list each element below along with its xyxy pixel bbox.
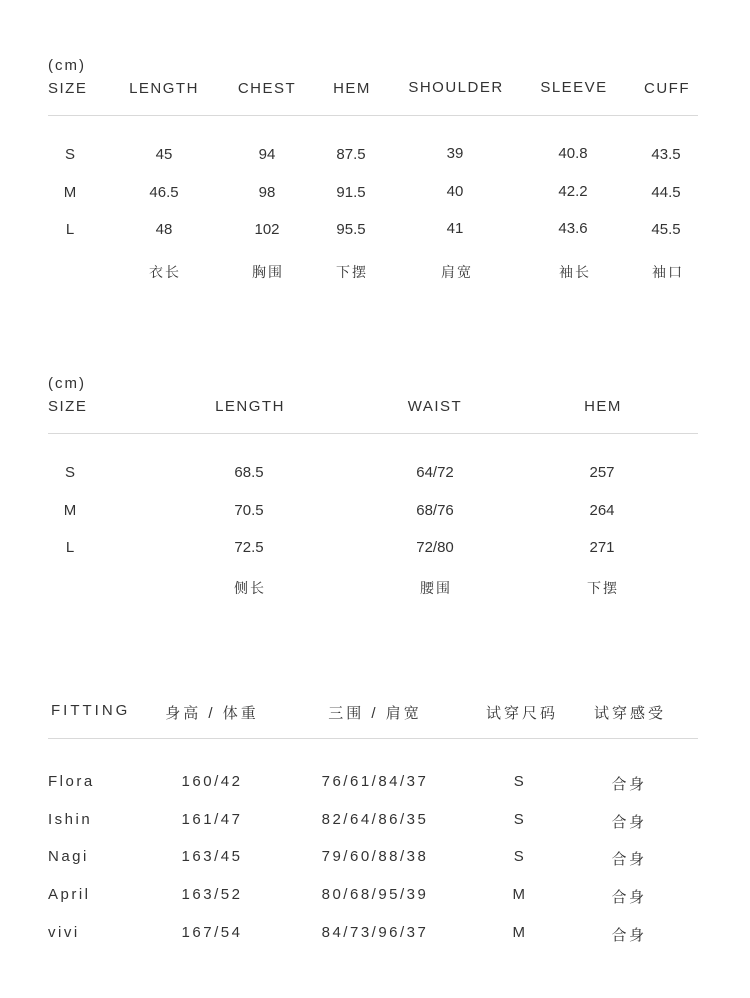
fitting-row-2-size: S <box>513 811 527 828</box>
bottom-row-s-waist: 64/72 <box>416 464 454 481</box>
fitting-header-name: FITTING <box>51 702 131 719</box>
top-row-m-cuff: 44.5 <box>651 184 681 201</box>
fitting-row-4-measurements: 80/68/95/39 <box>321 886 429 903</box>
fitting-row-2-measurements: 82/64/86/35 <box>321 811 429 828</box>
top-row-l-length: 48 <box>155 221 173 238</box>
bottom-row-l-size: L <box>65 539 75 556</box>
fitting-row-3-height-weight: 163/45 <box>181 848 243 865</box>
fitting-row-4-size: M <box>512 886 528 903</box>
fitting-row-5-name: vivi <box>48 924 80 941</box>
bottom-row-s-length: 68.5 <box>234 464 264 481</box>
bottom-unit-label: (cm) <box>48 375 86 392</box>
top-cn-label-cuff: 袖口 <box>652 264 684 280</box>
bottom-row-m-size: M <box>63 502 77 519</box>
fitting-row-1-height-weight: 160/42 <box>181 773 243 790</box>
bottom-row-l-hem: 271 <box>589 539 615 556</box>
fitting-divider <box>48 738 698 739</box>
top-cn-label-shoulder: 肩宽 <box>441 264 473 280</box>
fitting-row-2-feel: 合身 <box>611 814 647 831</box>
top-row-m-size: M <box>63 184 77 201</box>
top-header-sleeve: SLEEVE <box>540 79 608 96</box>
fitting-header-measurements: 三围 / 肩宽 <box>328 705 422 722</box>
fitting-row-1-measurements: 76/61/84/37 <box>321 773 429 790</box>
top-row-m-sleeve: 42.2 <box>558 183 588 200</box>
fitting-row-3-name: Nagi <box>48 848 89 865</box>
fitting-row-2-height-weight: 161/47 <box>181 811 243 828</box>
fitting-row-2-name: Ishin <box>48 811 93 828</box>
bottom-cn-label-hem: 下摆 <box>587 580 619 596</box>
top-row-s-size: S <box>64 146 76 163</box>
top-cn-label-chest: 胸围 <box>252 264 284 280</box>
top-row-s-shoulder: 39 <box>446 145 464 162</box>
top-row-l-size: L <box>65 221 75 238</box>
fitting-row-1-feel: 合身 <box>611 776 647 793</box>
top-row-m-shoulder: 40 <box>446 183 464 200</box>
fitting-header-height-weight: 身高 / 体重 <box>165 705 259 722</box>
top-row-s-chest: 94 <box>258 146 276 163</box>
fitting-row-1-name: Flora <box>48 773 95 790</box>
top-header-shoulder: SHOULDER <box>408 79 504 96</box>
fitting-header-feel: 试穿感受 <box>593 705 667 722</box>
top-row-l-chest: 102 <box>254 221 280 238</box>
fitting-row-1-size: S <box>513 773 527 790</box>
bottom-row-s-hem: 257 <box>589 464 615 481</box>
top-row-s-sleeve: 40.8 <box>558 145 588 162</box>
fitting-row-4-name: April <box>48 886 91 903</box>
top-cn-label-hem: 下摆 <box>336 264 368 280</box>
bottom-header-waist: WAIST <box>407 398 463 415</box>
top-row-l-cuff: 45.5 <box>651 221 681 238</box>
fitting-row-5-height-weight: 167/54 <box>181 924 243 941</box>
bottom-cn-label-waist: 腰围 <box>420 580 452 596</box>
bottom-row-s-size: S <box>64 464 76 481</box>
bottom-row-l-waist: 72/80 <box>416 539 454 556</box>
top-divider <box>48 115 698 116</box>
fitting-row-5-feel: 合身 <box>611 927 647 944</box>
bottom-row-m-waist: 68/76 <box>416 502 454 519</box>
bottom-header-hem: HEM <box>584 398 622 415</box>
top-header-hem: HEM <box>333 80 371 97</box>
top-row-m-hem: 91.5 <box>336 184 366 201</box>
fitting-header-size: 试穿尺码 <box>485 705 559 722</box>
top-row-l-shoulder: 41 <box>446 220 464 237</box>
top-unit-label: (cm) <box>48 57 86 74</box>
top-row-s-hem: 87.5 <box>336 146 366 163</box>
fitting-row-5-size: M <box>512 924 528 941</box>
fitting-row-3-feel: 合身 <box>611 851 647 868</box>
top-row-l-hem: 95.5 <box>336 221 366 238</box>
bottom-cn-label-length: 侧长 <box>234 580 266 596</box>
top-row-m-length: 46.5 <box>149 184 179 201</box>
bottom-header-size: SIZE <box>48 398 88 415</box>
fitting-row-4-feel: 合身 <box>611 889 647 906</box>
bottom-row-m-length: 70.5 <box>234 502 264 519</box>
fitting-row-3-size: S <box>513 848 527 865</box>
top-row-l-sleeve: 43.6 <box>558 220 588 237</box>
top-cn-label-length: 衣长 <box>149 264 181 280</box>
fitting-row-3-measurements: 79/60/88/38 <box>321 848 429 865</box>
top-header-size: SIZE <box>48 80 88 97</box>
bottom-row-m-hem: 264 <box>589 502 615 519</box>
bottom-header-length: LENGTH <box>215 398 285 415</box>
top-row-s-length: 45 <box>155 146 173 163</box>
bottom-row-l-length: 72.5 <box>234 539 264 556</box>
top-header-cuff: CUFF <box>644 80 690 97</box>
fitting-row-5-measurements: 84/73/96/37 <box>321 924 429 941</box>
top-header-chest: CHEST <box>237 80 297 97</box>
fitting-row-4-height-weight: 163/52 <box>181 886 243 903</box>
top-header-length: LENGTH <box>129 80 199 97</box>
bottom-divider <box>48 433 698 434</box>
top-row-s-cuff: 43.5 <box>651 146 681 163</box>
top-cn-label-sleeve: 袖长 <box>559 264 591 280</box>
top-row-m-chest: 98 <box>258 184 276 201</box>
